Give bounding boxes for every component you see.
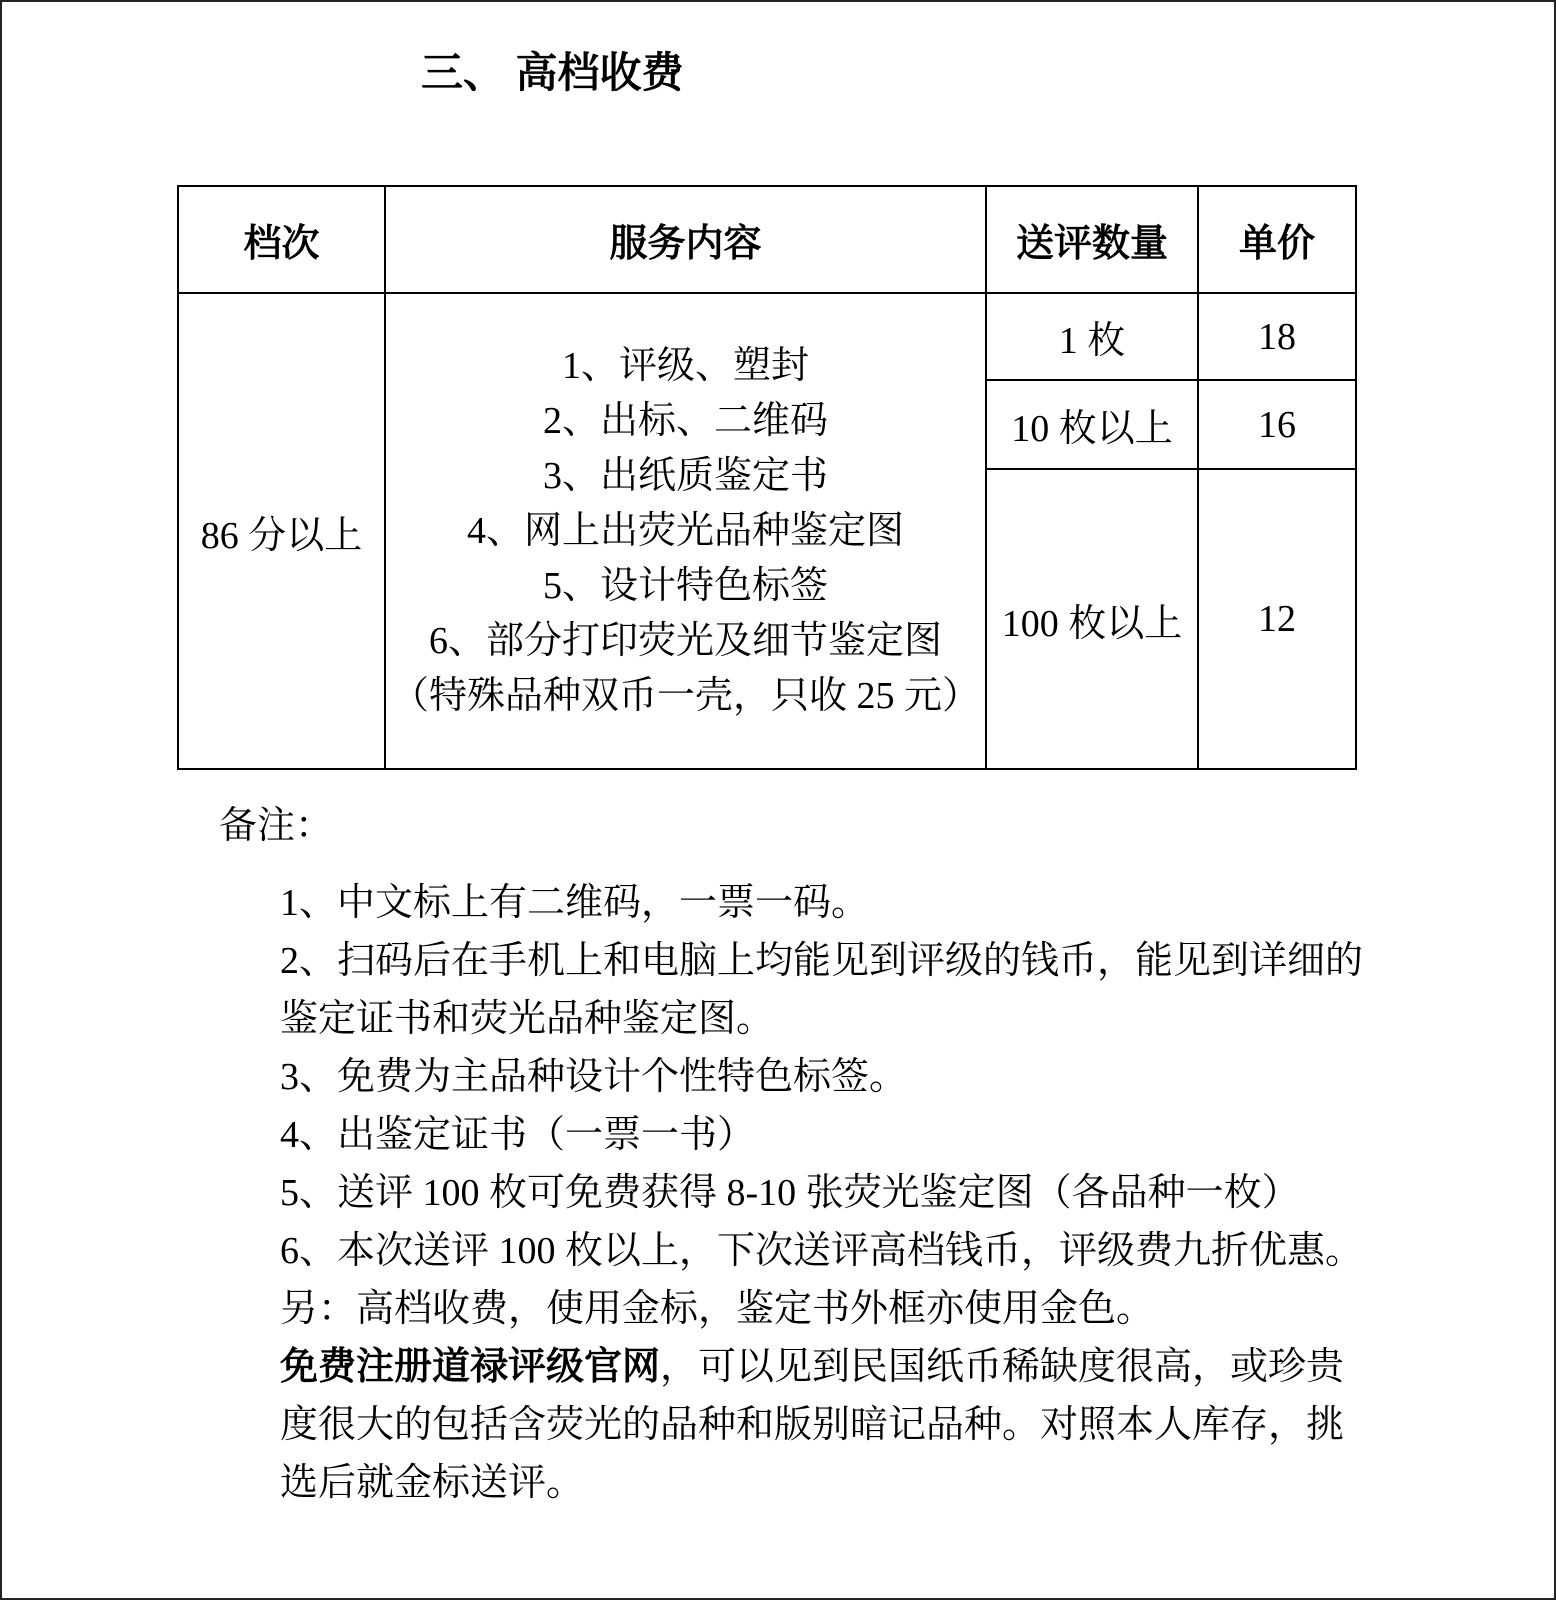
closing-text: ，可以见到民国纸币稀缺度很高，或珍贵 (660, 1346, 1345, 1388)
header-grade: 档次 (178, 186, 385, 293)
quantity-cell: 100 枚以上 (986, 469, 1198, 769)
service-line: 3、出纸质鉴定书 (542, 454, 828, 497)
header-service-content: 服务内容 (385, 186, 986, 293)
notes-list (280, 874, 1363, 1512)
page-title: 三、 高档收费 (421, 51, 684, 97)
note-line: 4、出鉴定证书（一票一书） (280, 1114, 756, 1156)
table-row (178, 293, 1356, 380)
note-line: 另：高档收费，使用金标，鉴定书外框亦使用金色。 (280, 1288, 1155, 1330)
closing-line (280, 1338, 1363, 1396)
header-unit-price: 单价 (1198, 186, 1356, 293)
note-line: 5、送评 100 枚可免费获得 8-10 张荧光鉴定图（各品种一枚） (280, 1172, 1300, 1214)
service-line: 1、评级、塑封 (561, 344, 809, 387)
service-line: 4、网上出荧光品种鉴定图 (466, 509, 904, 552)
note-line: 3、免费为主品种设计个性特色标签。 (280, 1056, 908, 1098)
service-line: 2、出标、二维码 (542, 399, 828, 442)
note-line: 2、扫码后在手机上和电脑上均能见到评级的钱币，能见到详细的 (280, 940, 1364, 982)
price-cell: 18 (1198, 293, 1356, 380)
service-content-cell (385, 293, 986, 769)
grade-cell: 86 分以上 (178, 293, 385, 769)
quantity-cell: 10 枚以上 (986, 380, 1198, 469)
price-cell: 16 (1198, 380, 1356, 469)
service-line: （特殊品种双币一壳，只收 25 元） (390, 674, 980, 717)
quantity-cell: 1 枚 (986, 293, 1198, 380)
price-cell: 12 (1198, 469, 1356, 769)
closing-bold-text: 免费注册道禄评级官网 (280, 1346, 661, 1388)
service-line: 5、设计特色标签 (542, 564, 828, 607)
note-line: 6、本次送评 100 枚以上，下次送评高档钱币，评级费九折优惠。 (280, 1230, 1364, 1272)
note-line: 1、中文标上有二维码，一票一码。 (280, 882, 870, 924)
service-line: 6、部分打印荧光及细节鉴定图 (428, 619, 942, 662)
notes-heading: 备注： (219, 805, 334, 847)
table-header-row (178, 186, 1356, 293)
fee-table (177, 185, 1357, 770)
header-quantity: 送评数量 (986, 186, 1198, 293)
closing-line: 选后就金标送评。 (280, 1462, 585, 1504)
closing-line: 度很大的包括含荧光的品种和版别暗记品种。对照本人库存，挑 (280, 1404, 1345, 1446)
note-line: 鉴定证书和荧光品种鉴定图。 (280, 998, 775, 1040)
